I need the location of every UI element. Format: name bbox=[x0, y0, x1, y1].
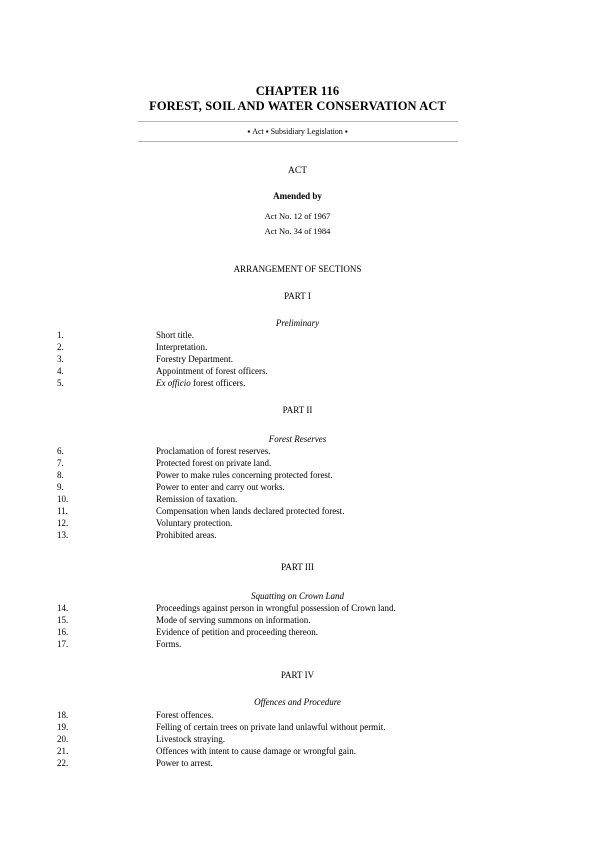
toc-row bbox=[0, 615, 595, 627]
section-title[interactable] bbox=[156, 378, 245, 388]
section-number: 15. bbox=[57, 615, 69, 625]
toc-row bbox=[0, 506, 595, 518]
bullet-icon: ▪ bbox=[265, 127, 269, 136]
toc-row bbox=[0, 710, 595, 722]
toc-row bbox=[0, 494, 595, 506]
part-subtitle: Preliminary bbox=[275, 318, 320, 328]
amendment-line: Act No. 12 of 1967 bbox=[264, 211, 331, 221]
section-title[interactable]: Forestry Department. bbox=[156, 354, 233, 364]
section-number: 16. bbox=[57, 627, 69, 637]
part-subtitle: Squatting on Crown Land bbox=[251, 591, 344, 601]
toc-row bbox=[0, 342, 595, 354]
part-subtitle: Offences and Procedure bbox=[254, 697, 341, 707]
toc-row bbox=[0, 330, 595, 342]
section-title[interactable]: Power to enter and carry out works. bbox=[156, 482, 285, 492]
section-number: 21. bbox=[57, 746, 69, 756]
toc-row bbox=[0, 470, 595, 482]
section-title[interactable]: Voluntary protection. bbox=[156, 518, 233, 528]
toc-row bbox=[0, 366, 595, 378]
toc-row bbox=[0, 734, 595, 746]
bullet-icon: ▪ bbox=[247, 127, 251, 136]
act-title: FOREST, SOIL AND WATER CONSERVATION ACT bbox=[149, 99, 446, 113]
toc-row bbox=[0, 603, 595, 615]
toc-row bbox=[0, 627, 595, 639]
amended-by-heading: Amended by bbox=[273, 191, 322, 201]
section-number: 19. bbox=[57, 722, 69, 732]
section-title-italic: Ex officio bbox=[156, 378, 191, 388]
section-number: 8. bbox=[57, 470, 64, 480]
toc-row bbox=[0, 722, 595, 734]
act-heading: ACT bbox=[288, 166, 307, 176]
arrangement-heading: ARRANGEMENT OF SECTIONS bbox=[233, 264, 362, 274]
chapter-heading: CHAPTER 116 bbox=[255, 84, 340, 98]
section-title[interactable]: Prohibited areas. bbox=[156, 530, 217, 540]
section-number: 12. bbox=[57, 518, 69, 528]
section-title[interactable]: Power to arrest. bbox=[156, 758, 213, 768]
section-number: 9. bbox=[57, 482, 64, 492]
part-title: PART IV bbox=[280, 670, 315, 680]
section-title[interactable]: Livestock straying. bbox=[156, 734, 225, 744]
section-title[interactable]: Power to make rules concerning protected forest. bbox=[156, 470, 333, 480]
top-divider bbox=[138, 121, 458, 122]
section-title[interactable]: Felling of certain trees on private land unlawful without permit. bbox=[156, 722, 386, 732]
section-title[interactable]: Interpretation. bbox=[156, 342, 208, 352]
section-title[interactable]: Forms. bbox=[156, 639, 182, 649]
toc-row bbox=[0, 354, 595, 366]
section-title[interactable]: Mode of serving summons on information. bbox=[156, 615, 311, 625]
section-number: 2. bbox=[57, 342, 64, 352]
section-title-rest: forest officers. bbox=[190, 378, 246, 388]
tab-subsidiary-legislation[interactable]: Subsidiary Legislation bbox=[270, 127, 343, 136]
section-title[interactable]: Offences with intent to cause damage or wrongful gain. bbox=[156, 746, 357, 756]
section-number: 18. bbox=[57, 710, 69, 720]
section-number: 17. bbox=[57, 639, 69, 649]
section-title[interactable]: Short title. bbox=[156, 330, 194, 340]
section-number: 11. bbox=[57, 506, 68, 516]
section-title[interactable]: Protected forest on private land. bbox=[156, 458, 272, 468]
section-number: 14. bbox=[57, 603, 69, 613]
bottom-divider bbox=[138, 141, 458, 142]
section-number: 4. bbox=[57, 366, 64, 376]
section-title[interactable]: Appointment of forest officers. bbox=[156, 366, 268, 376]
section-title[interactable]: Compensation when lands declared protected forest. bbox=[156, 506, 345, 516]
section-number: 20. bbox=[57, 734, 69, 744]
section-number: 7. bbox=[57, 458, 64, 468]
toc-row bbox=[0, 458, 595, 470]
toc-row bbox=[0, 758, 595, 770]
section-title[interactable]: Proclamation of forest reserves. bbox=[156, 446, 271, 456]
section-title[interactable]: Proceedings against person in wrongful possession of Crown land. bbox=[156, 603, 396, 613]
bullet-icon: ▪ bbox=[344, 127, 348, 136]
part-title: PART III bbox=[281, 562, 314, 572]
toc-row bbox=[0, 639, 595, 651]
amendment-line: Act No. 34 of 1984 bbox=[264, 226, 331, 236]
tab-act[interactable]: Act bbox=[252, 127, 264, 136]
toc-row bbox=[0, 530, 595, 542]
section-number: 13. bbox=[57, 530, 69, 540]
section-number: 1. bbox=[57, 330, 64, 340]
section-number: 6. bbox=[57, 446, 64, 456]
section-number: 22. bbox=[57, 758, 69, 768]
toc-row bbox=[0, 746, 595, 758]
section-number: 5. bbox=[57, 378, 64, 388]
section-number: 3. bbox=[57, 354, 64, 364]
toc-row bbox=[0, 378, 595, 390]
part-title: PART I bbox=[284, 291, 311, 301]
part-subtitle: Forest Reserves bbox=[268, 434, 327, 444]
part-title: PART II bbox=[282, 405, 313, 415]
section-title[interactable]: Remission of taxation. bbox=[156, 494, 238, 504]
toc-row bbox=[0, 482, 595, 494]
section-title[interactable]: Evidence of petition and proceeding thereon. bbox=[156, 627, 318, 637]
document-tabs bbox=[0, 127, 595, 136]
section-number: 10. bbox=[57, 494, 69, 504]
toc-row bbox=[0, 518, 595, 530]
section-title[interactable]: Forest offences. bbox=[156, 710, 214, 720]
toc-row bbox=[0, 446, 595, 458]
